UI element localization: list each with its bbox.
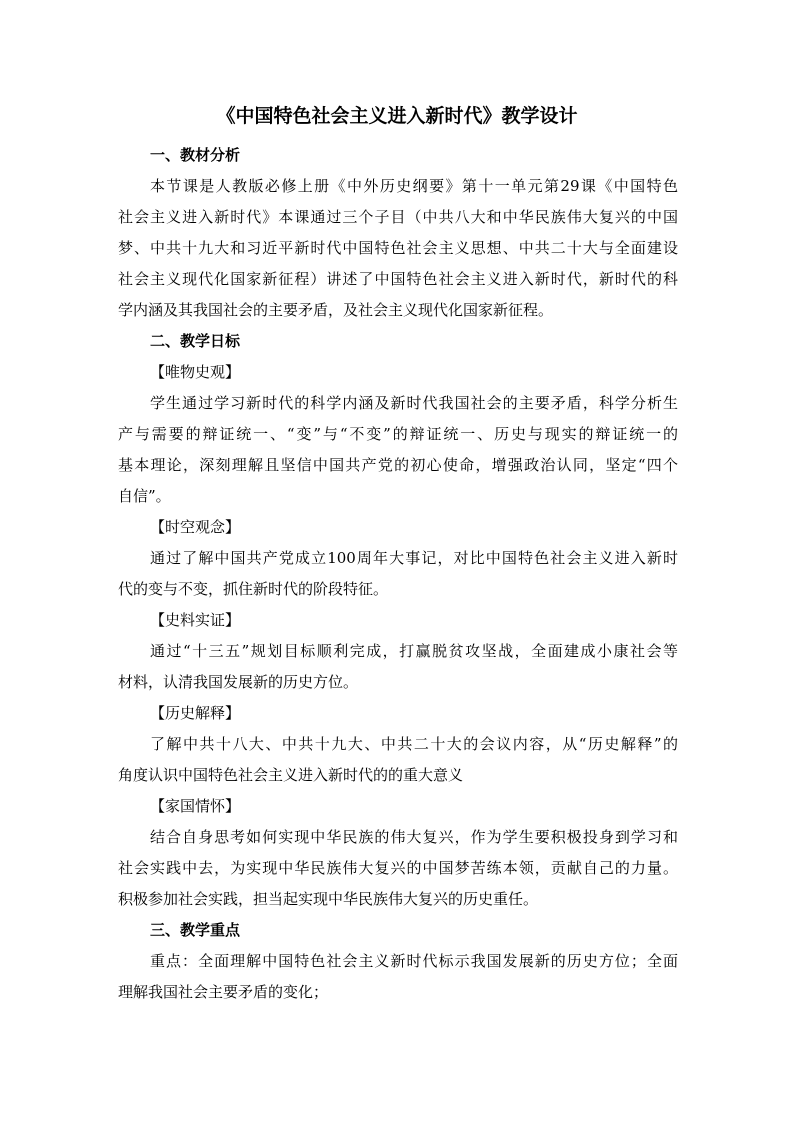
paragraph-line: 自信”。: [118, 487, 171, 505]
paragraph-line: 社会主义进入新时代》本课通过三个子目（中共八大和中华民族伟大复兴的中国: [118, 208, 678, 226]
paragraph-line: 基本理论，深刻理解且坚信中国共产党的初心使命，增强政治认同，坚定“四个: [118, 456, 678, 474]
paragraph-historical-interpretation: [118, 729, 678, 791]
paragraph-historical-evidence: [118, 636, 678, 698]
subheading-space-time-concept: 【时空观念】: [150, 518, 241, 536]
paragraph-line: 梦、中共十九大和习近平新时代中国特色社会主义思想、中共二十大与全面建设: [118, 239, 678, 257]
subheading-patriotism: 【家国情怀】: [150, 797, 241, 815]
paragraph-line: 学内涵及其我国社会的主要矛盾，及社会主义现代化国家新征程。: [118, 301, 554, 319]
paragraph-line: 结合自身思考如何实现中华民族的伟大复兴，作为学生要积极投身到学习和: [150, 828, 678, 846]
paragraph-textbook-analysis: [118, 171, 678, 326]
paragraph-line: 材料，认清我国发展新的历史方位。: [118, 673, 359, 691]
subheading-historical-materialism: 【唯物史观】: [150, 363, 241, 381]
document-title: 《中国特色社会主义进入新时代》教学设计: [216, 105, 578, 127]
subheading-historical-evidence: 【史料实证】: [150, 611, 241, 629]
paragraph-line: 社会主义现代化国家新征程）讲述了中国特色社会主义进入新时代，新时代的科: [118, 270, 678, 288]
section-heading-textbook-analysis: 一、教材分析: [150, 146, 241, 164]
paragraph-historical-materialism: [118, 388, 678, 512]
section-heading-teaching-goals: 二、教学日标: [150, 332, 241, 350]
paragraph-line: 通过了解中国共产党成立100周年大事记，对比中国特色社会主义进入新时: [150, 549, 678, 567]
subheading-historical-interpretation: 【历史解释】: [150, 704, 241, 722]
paragraph-space-time-concept: [118, 543, 678, 605]
paragraph-key-points: [118, 946, 678, 1008]
document-body: [118, 140, 678, 1008]
paragraph-line: 通过“十三五”规划目标顺利完成，打赢脱贫攻坚战，全面建成小康社会等: [150, 642, 678, 660]
paragraph-line: 重点：全面理解中国特色社会主义新时代标示我国发展新的历史方位；全面: [150, 952, 678, 970]
paragraph-line: 理解我国社会主要矛盾的变化；: [118, 983, 329, 1001]
paragraph-line: 社会实践中去，为实现中华民族伟大复兴的中国梦苦练本领，贡献自己的力量。: [118, 859, 678, 877]
section-heading-key-points: 三、教学重点: [150, 921, 241, 939]
paragraph-line: 角度认识中国特色社会主义进入新时代的的重大意义: [118, 766, 464, 784]
paragraph-line: 了解中共十八大、中共十九大、中共二十大的会议内容，从“历史解释”的: [150, 735, 678, 753]
paragraph-line: 学生通过学习新时代的科学内涵及新时代我国社会的主要矛盾，科学分析生: [150, 394, 678, 412]
paragraph-patriotism: [118, 822, 678, 915]
paragraph-line: 产与需要的辩证统一、“变”与“不变”的辩证统一、历史与现实的辩证统一的: [118, 425, 678, 443]
paragraph-line: 本节课是人教版必修上册《中外历史纲要》第十一单元第29课《中国特色: [150, 177, 678, 195]
paragraph-line: 代的变与不变，抓住新时代的阶段特征。: [118, 580, 389, 598]
paragraph-line: 积极参加社会实践，担当起实现中华民族伟大复兴的历史重任。: [118, 890, 539, 908]
